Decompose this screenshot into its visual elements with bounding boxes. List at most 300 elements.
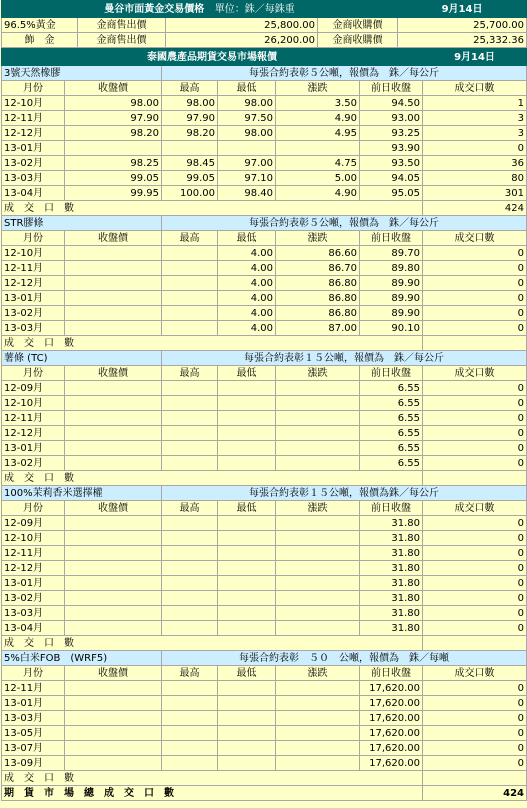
cell-volume: 36	[423, 156, 527, 171]
cell-change	[276, 591, 360, 606]
cell-change	[276, 576, 360, 591]
cell-close: 99.05	[65, 171, 162, 186]
cell-high	[162, 681, 218, 696]
cell-low	[218, 531, 276, 546]
section-total-value	[423, 336, 527, 351]
cell-volume: 0	[423, 291, 527, 306]
cell-high	[162, 591, 218, 606]
cell-volume: 0	[423, 591, 527, 606]
cell-volume: 0	[423, 381, 527, 396]
cell-change	[276, 456, 360, 471]
cell-low	[218, 621, 276, 636]
cell-month: 12-10月	[2, 531, 65, 546]
gold-type: 96.5%黃金	[2, 18, 78, 33]
cell-high	[162, 726, 218, 741]
section-total-label: 成 交 口 數	[2, 636, 423, 651]
cell-prev-close: 89.90	[360, 291, 423, 306]
cell-change	[276, 141, 360, 156]
cell-high	[162, 261, 218, 276]
column-header-row	[2, 366, 527, 381]
table-row	[2, 546, 527, 561]
gold-header-row	[2, 1, 527, 18]
column-header-change: 漲跌	[276, 81, 360, 96]
cell-low	[218, 396, 276, 411]
cell-prev-close: 90.10	[360, 321, 423, 336]
cell-low: 4.00	[218, 261, 276, 276]
cell-volume: 0	[423, 441, 527, 456]
cell-volume: 0	[423, 261, 527, 276]
cell-volume: 0	[423, 531, 527, 546]
section-name: 5%白米FOB (WRF5)	[2, 651, 162, 666]
cell-close	[65, 531, 162, 546]
gold-sell-label: 金商售出價	[78, 18, 166, 33]
table-row	[2, 561, 527, 576]
cell-high: 100.00	[162, 186, 218, 201]
cell-close	[65, 441, 162, 456]
cell-close	[65, 741, 162, 756]
table-row	[2, 156, 527, 171]
table-row	[2, 531, 527, 546]
cell-month: 13-03月	[2, 711, 65, 726]
cell-month: 12-12月	[2, 561, 65, 576]
cell-change: 86.80	[276, 306, 360, 321]
cell-close	[65, 561, 162, 576]
cell-month: 13-01月	[2, 441, 65, 456]
cell-month: 12-12月	[2, 126, 65, 141]
cell-change	[276, 696, 360, 711]
cell-change	[276, 396, 360, 411]
table-row	[2, 711, 527, 726]
column-header-row	[2, 81, 527, 96]
cell-prev-close: 17,620.00	[360, 681, 423, 696]
cell-low	[218, 726, 276, 741]
cell-high	[162, 291, 218, 306]
cell-prev-close: 94.05	[360, 171, 423, 186]
cell-prev-close: 31.80	[360, 531, 423, 546]
cell-volume: 0	[423, 141, 527, 156]
cell-volume: 3	[423, 111, 527, 126]
cell-month: 13-01月	[2, 576, 65, 591]
cell-prev-close: 6.55	[360, 441, 423, 456]
column-header-prev-close: 前日收盤	[360, 666, 423, 681]
cell-change	[276, 531, 360, 546]
cell-volume: 1	[423, 96, 527, 111]
column-header-high: 最高	[162, 81, 218, 96]
gold-sell-value: 25,800.00	[166, 18, 318, 33]
cell-volume: 0	[423, 426, 527, 441]
cell-change	[276, 516, 360, 531]
cell-volume: 0	[423, 711, 527, 726]
column-header-change: 漲跌	[276, 666, 360, 681]
gold-date: 9月14日	[398, 1, 527, 18]
section-total-value	[423, 771, 527, 786]
column-header-prev-close: 前日收盤	[360, 81, 423, 96]
cell-close	[65, 456, 162, 471]
cell-month: 12-10月	[2, 246, 65, 261]
table-row	[2, 381, 527, 396]
cell-low	[218, 576, 276, 591]
cell-volume: 0	[423, 621, 527, 636]
column-header-month: 月份	[2, 666, 65, 681]
cell-change	[276, 741, 360, 756]
cell-prev-close: 17,620.00	[360, 756, 423, 771]
cell-high	[162, 411, 218, 426]
section-note: 每張合約表彰１５公噸，報價為 銖／每公斤	[162, 351, 527, 366]
cell-close: 99.95	[65, 186, 162, 201]
cell-prev-close: 6.55	[360, 411, 423, 426]
cell-change: 5.00	[276, 171, 360, 186]
cell-change	[276, 561, 360, 576]
cell-prev-close: 6.55	[360, 456, 423, 471]
table-row	[2, 441, 527, 456]
cell-close	[65, 396, 162, 411]
column-header-change: 漲跌	[276, 501, 360, 516]
cell-change: 86.80	[276, 276, 360, 291]
column-header-volume: 成交口數	[423, 366, 527, 381]
column-header-row	[2, 231, 527, 246]
cell-month: 13-04月	[2, 186, 65, 201]
column-header-low: 最低	[218, 501, 276, 516]
gold-row	[2, 18, 527, 33]
cell-volume: 0	[423, 561, 527, 576]
cell-volume: 0	[423, 276, 527, 291]
cell-low: 98.00	[218, 96, 276, 111]
table-row	[2, 141, 527, 156]
cell-month: 13-01月	[2, 141, 65, 156]
cell-prev-close: 31.80	[360, 516, 423, 531]
column-header-volume: 成交口數	[423, 666, 527, 681]
section-total-row	[2, 636, 527, 651]
cell-prev-close: 31.80	[360, 576, 423, 591]
column-header-high: 最高	[162, 231, 218, 246]
cell-change	[276, 711, 360, 726]
cell-low: 4.00	[218, 276, 276, 291]
cell-low: 98.00	[218, 126, 276, 141]
cell-change	[276, 681, 360, 696]
table-row	[2, 681, 527, 696]
cell-close	[65, 426, 162, 441]
column-header-close: 收盤價	[65, 666, 162, 681]
cell-change: 4.90	[276, 186, 360, 201]
cell-low: 97.00	[218, 156, 276, 171]
cell-low	[218, 516, 276, 531]
cell-month: 13-02月	[2, 156, 65, 171]
cell-close	[65, 576, 162, 591]
cell-month: 13-03月	[2, 321, 65, 336]
gold-type: 飾 金	[2, 33, 78, 48]
cell-volume: 301	[423, 186, 527, 201]
cell-change	[276, 621, 360, 636]
cell-close	[65, 696, 162, 711]
cell-close	[65, 276, 162, 291]
section-total-label: 成 交 口 數	[2, 471, 423, 486]
cell-change: 86.60	[276, 246, 360, 261]
column-header-low: 最低	[218, 366, 276, 381]
column-header-row	[2, 501, 527, 516]
table-row	[2, 171, 527, 186]
cell-high	[162, 546, 218, 561]
cell-prev-close: 17,620.00	[360, 726, 423, 741]
cell-high	[162, 141, 218, 156]
cell-month: 13-01月	[2, 696, 65, 711]
cell-close	[65, 756, 162, 771]
cell-high	[162, 246, 218, 261]
futures-date: 9月14日	[423, 49, 527, 66]
cell-volume: 0	[423, 696, 527, 711]
table-row	[2, 591, 527, 606]
cell-change	[276, 426, 360, 441]
section-total-row	[2, 201, 527, 216]
cell-high	[162, 576, 218, 591]
column-header-low: 最低	[218, 231, 276, 246]
cell-close	[65, 411, 162, 426]
cell-close	[65, 381, 162, 396]
cell-close	[65, 711, 162, 726]
cell-high	[162, 711, 218, 726]
table-row	[2, 246, 527, 261]
cell-close	[65, 261, 162, 276]
cell-month: 12-11月	[2, 681, 65, 696]
cell-month: 12-09月	[2, 381, 65, 396]
cell-low	[218, 426, 276, 441]
section-note: 每張合約表彰５公噸，報價為 銖／每公斤	[162, 66, 527, 81]
section-note: 每張合約表彰 ５０ 公噸，報價為 銖／每噸	[162, 651, 527, 666]
cell-high	[162, 456, 218, 471]
cell-close	[65, 291, 162, 306]
cell-high: 98.45	[162, 156, 218, 171]
cell-prev-close: 17,620.00	[360, 741, 423, 756]
section-total-label: 成 交 口 數	[2, 771, 423, 786]
gold-title	[2, 1, 398, 18]
cell-close: 98.20	[65, 126, 162, 141]
column-header-close: 收盤價	[65, 231, 162, 246]
cell-prev-close: 17,620.00	[360, 711, 423, 726]
gold-sell-value: 26,200.00	[166, 33, 318, 48]
table-row	[2, 321, 527, 336]
cell-volume: 0	[423, 306, 527, 321]
column-header-high: 最高	[162, 501, 218, 516]
column-header-high: 最高	[162, 366, 218, 381]
cell-prev-close: 31.80	[360, 591, 423, 606]
cell-volume: 0	[423, 681, 527, 696]
cell-prev-close: 6.55	[360, 426, 423, 441]
cell-low	[218, 591, 276, 606]
table-row	[2, 186, 527, 201]
cell-low: 97.10	[218, 171, 276, 186]
gold-buy-value: 25,700.00	[398, 18, 527, 33]
cell-close	[65, 516, 162, 531]
cell-prev-close: 17,620.00	[360, 696, 423, 711]
cell-change	[276, 726, 360, 741]
cell-high: 98.00	[162, 96, 218, 111]
table-row	[2, 306, 527, 321]
section-title-row	[2, 351, 527, 366]
cell-close: 98.00	[65, 96, 162, 111]
cell-low	[218, 741, 276, 756]
cell-low	[218, 696, 276, 711]
gold-title-text: 曼谷市面黃金交易價格	[104, 3, 205, 15]
cell-low	[218, 381, 276, 396]
cell-close	[65, 726, 162, 741]
cell-low	[218, 606, 276, 621]
cell-high: 98.20	[162, 126, 218, 141]
table-row	[2, 126, 527, 141]
table-row	[2, 756, 527, 771]
table-row	[2, 516, 527, 531]
column-header-month: 月份	[2, 501, 65, 516]
cell-prev-close: 93.25	[360, 126, 423, 141]
cell-volume: 0	[423, 546, 527, 561]
cell-close	[65, 546, 162, 561]
column-header-month: 月份	[2, 231, 65, 246]
cell-close	[65, 681, 162, 696]
column-header-volume: 成交口數	[423, 231, 527, 246]
cell-prev-close: 6.55	[360, 396, 423, 411]
cell-prev-close: 31.80	[360, 621, 423, 636]
cell-month: 13-02月	[2, 591, 65, 606]
cell-prev-close: 95.05	[360, 186, 423, 201]
cell-close	[65, 621, 162, 636]
section-total-label: 成 交 口 數	[2, 201, 423, 216]
cell-change	[276, 546, 360, 561]
cell-close: 97.90	[65, 111, 162, 126]
cell-volume: 0	[423, 516, 527, 531]
cell-low: 4.00	[218, 291, 276, 306]
cell-prev-close: 93.90	[360, 141, 423, 156]
cell-month: 12-12月	[2, 276, 65, 291]
table-row	[2, 426, 527, 441]
cell-month: 13-01月	[2, 291, 65, 306]
cell-prev-close: 89.80	[360, 261, 423, 276]
cell-close	[65, 591, 162, 606]
cell-change: 87.00	[276, 321, 360, 336]
cell-low	[218, 711, 276, 726]
cell-volume: 80	[423, 171, 527, 186]
table-row	[2, 261, 527, 276]
cell-high	[162, 741, 218, 756]
cell-low	[218, 411, 276, 426]
grand-total-value: 424	[423, 786, 527, 801]
gold-unit: 單位：銖／每銖重	[214, 3, 295, 15]
cell-high	[162, 696, 218, 711]
cell-high	[162, 516, 218, 531]
cell-close	[65, 141, 162, 156]
cell-high	[162, 606, 218, 621]
table-row	[2, 741, 527, 756]
section-total-value: 424	[423, 201, 527, 216]
gold-price-table	[1, 0, 527, 48]
column-header-low: 最低	[218, 666, 276, 681]
cell-low: 98.40	[218, 186, 276, 201]
section-name: 薯條 (TC)	[2, 351, 162, 366]
cell-high	[162, 306, 218, 321]
cell-volume: 0	[423, 756, 527, 771]
table-row	[2, 726, 527, 741]
section-total-label: 成 交 口 數	[2, 336, 423, 351]
table-row	[2, 456, 527, 471]
cell-month: 13-05月	[2, 726, 65, 741]
cell-change	[276, 411, 360, 426]
section-total-value	[423, 636, 527, 651]
section-name: 100%茉莉香米選擇權	[2, 486, 162, 501]
section-total-row	[2, 771, 527, 786]
cell-month: 12-11月	[2, 411, 65, 426]
cell-month: 13-03月	[2, 171, 65, 186]
section-title-row	[2, 486, 527, 501]
section-name: 3號天然橡膠	[2, 66, 162, 81]
column-header-prev-close: 前日收盤	[360, 366, 423, 381]
gold-sell-label: 金商售出價	[78, 33, 166, 48]
cell-prev-close: 89.90	[360, 306, 423, 321]
cell-high	[162, 561, 218, 576]
cell-change: 4.95	[276, 126, 360, 141]
cell-change	[276, 606, 360, 621]
cell-low	[218, 141, 276, 156]
cell-high	[162, 276, 218, 291]
futures-header-row	[2, 49, 527, 66]
cell-month: 12-09月	[2, 516, 65, 531]
column-header-month: 月份	[2, 366, 65, 381]
cell-month: 12-11月	[2, 546, 65, 561]
section-total-value	[423, 471, 527, 486]
cell-month: 13-03月	[2, 606, 65, 621]
column-header-close: 收盤價	[65, 366, 162, 381]
cell-volume: 0	[423, 396, 527, 411]
cell-change: 4.75	[276, 156, 360, 171]
column-header-row	[2, 666, 527, 681]
table-row	[2, 291, 527, 306]
table-row	[2, 276, 527, 291]
column-header-low: 最低	[218, 81, 276, 96]
cell-high	[162, 321, 218, 336]
cell-volume: 0	[423, 456, 527, 471]
cell-change: 3.50	[276, 96, 360, 111]
column-header-change: 漲跌	[276, 366, 360, 381]
grand-total-row	[2, 786, 527, 801]
section-total-row	[2, 471, 527, 486]
cell-volume: 0	[423, 246, 527, 261]
cell-prev-close: 93.50	[360, 156, 423, 171]
cell-prev-close: 93.00	[360, 111, 423, 126]
cell-close	[65, 606, 162, 621]
cell-volume: 0	[423, 726, 527, 741]
cell-close	[65, 306, 162, 321]
table-row	[2, 621, 527, 636]
cell-month: 12-11月	[2, 261, 65, 276]
cell-prev-close: 89.70	[360, 246, 423, 261]
cell-prev-close: 31.80	[360, 606, 423, 621]
cell-volume: 0	[423, 741, 527, 756]
cell-month: 13-02月	[2, 456, 65, 471]
futures-table	[1, 48, 527, 801]
cell-month: 12-12月	[2, 426, 65, 441]
cell-high	[162, 426, 218, 441]
column-header-volume: 成交口數	[423, 81, 527, 96]
cell-high	[162, 381, 218, 396]
cell-change: 86.80	[276, 291, 360, 306]
column-header-month: 月份	[2, 81, 65, 96]
section-title-row	[2, 651, 527, 666]
section-note: 每張合約表彰５公噸，報價為 銖／每公斤	[162, 216, 527, 231]
cell-prev-close: 89.90	[360, 276, 423, 291]
cell-change	[276, 381, 360, 396]
table-row	[2, 396, 527, 411]
cell-low	[218, 756, 276, 771]
cell-close	[65, 321, 162, 336]
cell-volume: 0	[423, 411, 527, 426]
cell-low	[218, 546, 276, 561]
cell-month: 12-10月	[2, 96, 65, 111]
